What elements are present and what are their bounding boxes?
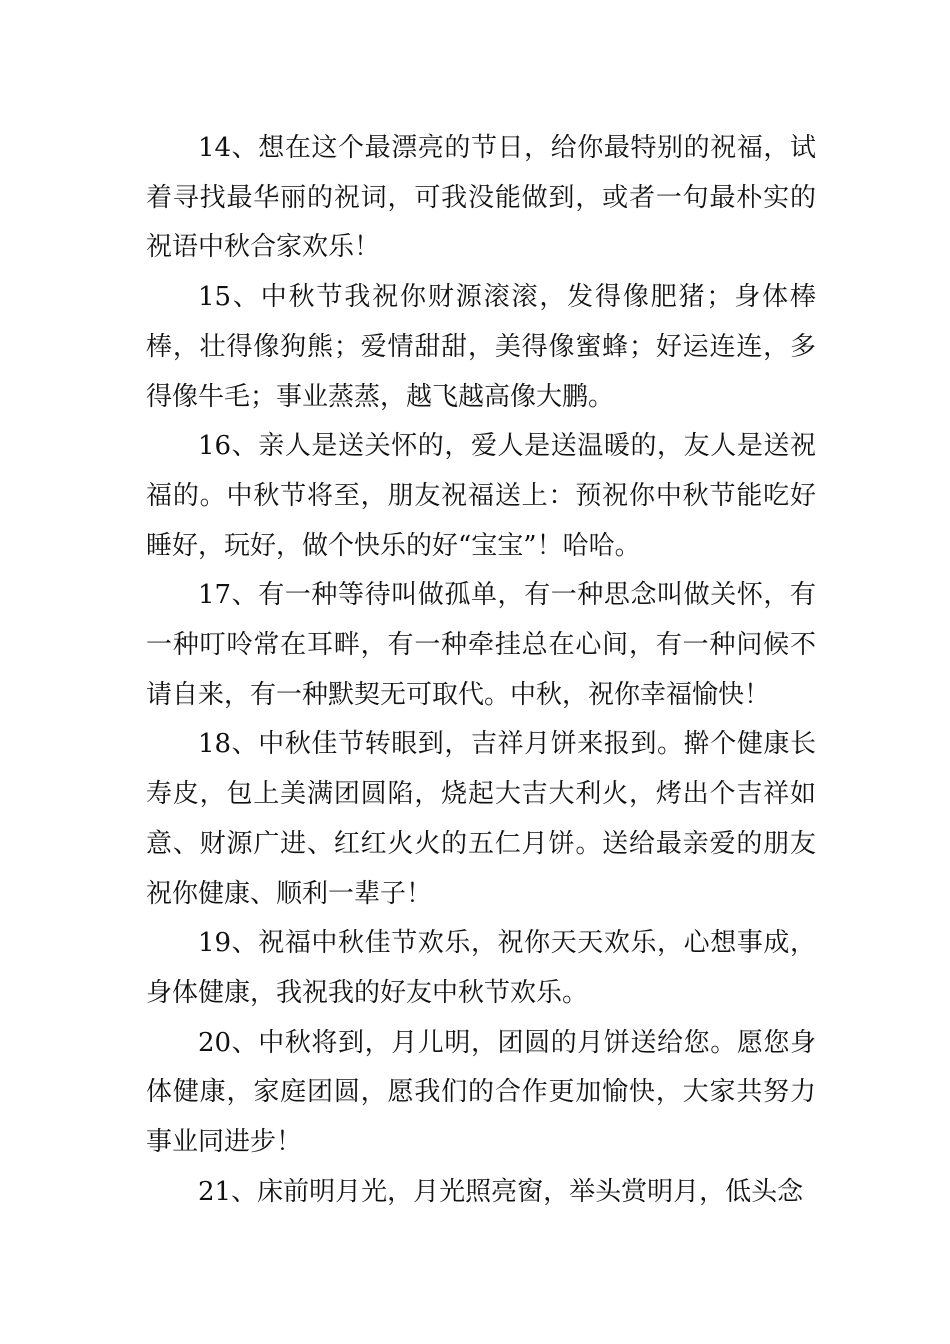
paragraph-19: 19、祝福中秋佳节欢乐，祝你天天欢乐，心想事成，身体健康，我祝我的好友中秋节欢乐。 <box>146 928 816 1008</box>
paragraph-16: 16、亲人是送关怀的，爱人是送温暖的，友人是送祝福的。中秋节将至，朋友祝福送上：预祝你中秋节能吃好睡好，玩好，做个快乐的好“宝宝”！哈哈。 <box>146 431 816 561</box>
paragraph-21: 21、床前明月光，月光照亮窗，举头赏明月，低头念 <box>198 1176 804 1207</box>
paragraph-20: 20、中秋将到，月儿明，团圆的月饼送给您。愿您身体健康，家庭团圆，愿我们的合作更加愉快，大家共努力事业同进步！ <box>146 1027 816 1158</box>
paragraph-14: 14、想在这个最漂亮的节日，给你最特别的祝福，试着寻找最华丽的祝词，可我没能做到，或者一句最朴实的祝语中秋合家欢乐！ <box>146 133 816 263</box>
paragraph-15: 15、中秋节我祝你财源滚滚，发得像肥猪；身体棒棒，壮得像狗熊；爱情甜甜，美得像蜜蜂；好运连连，多得像牛毛；事业蒸蒸，越飞越高像大鹏。 <box>146 282 816 412</box>
document-body <box>146 124 816 1217</box>
paragraph-17: 17、有一种等待叫做孤单，有一种思念叫做关怀，有一种叮呤常在耳畔，有一种牵挂总在心间，有一种问候不请自来，有一种默契无可取代。中秋，祝你幸福愉快！ <box>146 580 816 710</box>
paragraph-18: 18、中秋佳节转眼到，吉祥月饼来报到。擀个健康长寿皮，包上美满团圆陷，烧起大吉大利火，烤出个吉祥如意、财源广进、红红火火的五仁月饼。送给最亲爱的朋友祝你健康、顺利一辈子！ <box>146 729 816 909</box>
